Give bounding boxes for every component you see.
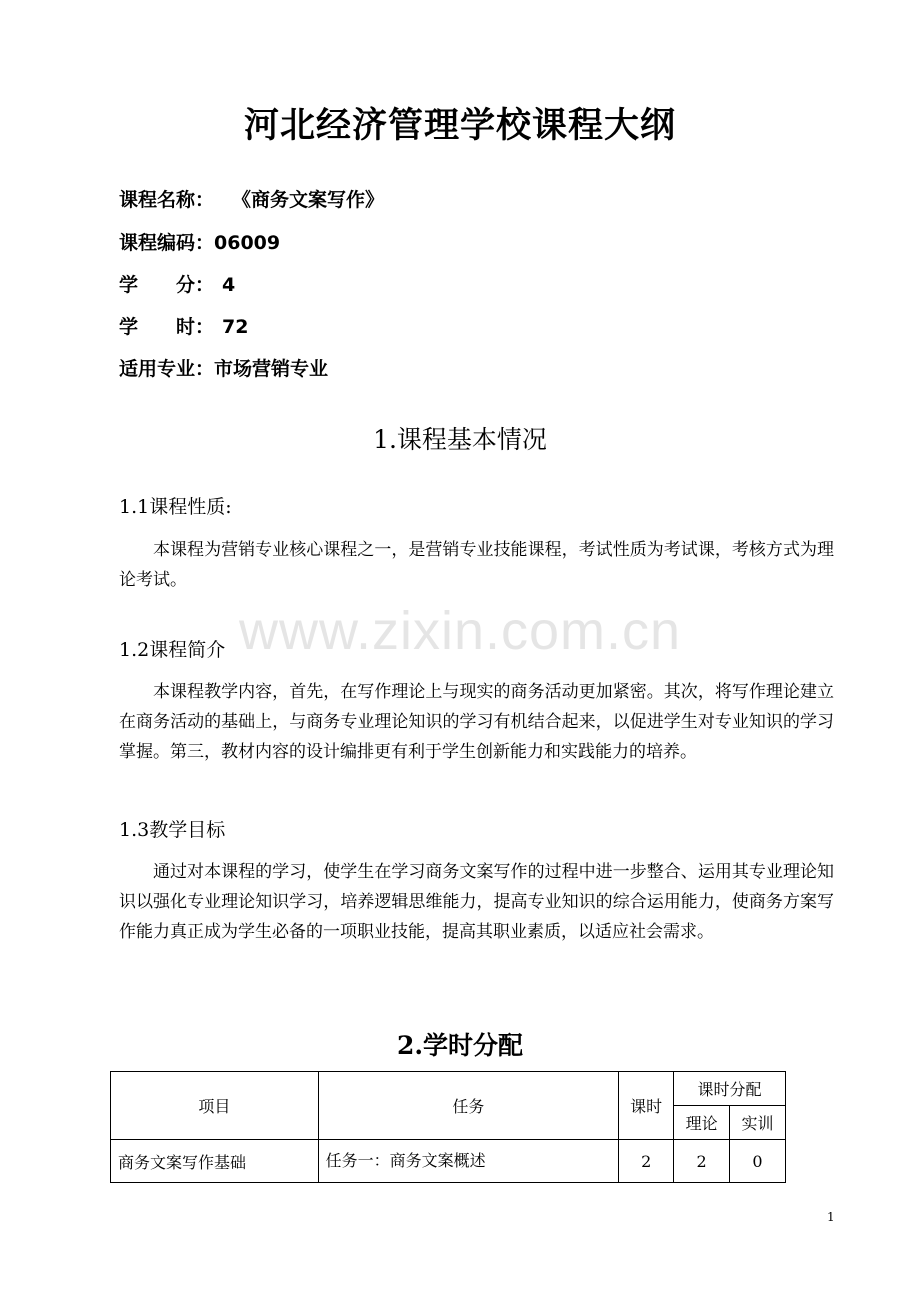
meta-label: 课程名称： <box>119 189 215 211</box>
meta-label: 课程编码： <box>119 232 215 254</box>
header-hours: 课时 <box>619 1072 674 1140</box>
paragraph: 本课程为营销专业核心课程之一，是营销专业技能课程，考试性质为考试课，考核方式为理论考试。 <box>119 540 834 590</box>
meta-value: 《商务文案写作》 <box>232 189 385 211</box>
paragraph: 本课程教学内容，首先，在写作理论上与现实的商务活动更加紧密。其次，将写作理论建立在商务活动的基础上，与商务专业理论知识的学习有机结合起来，以促进学生对专业知识的学习掌握。第三，教材内容的设计编排更有利于学生创新能力和实践能力的培养。 <box>119 682 834 762</box>
meta-course-name <box>119 185 384 212</box>
hours-allocation-table <box>110 1071 786 1183</box>
cell-practice: 0 <box>730 1140 786 1183</box>
header-allocation: 课时分配 <box>674 1072 786 1106</box>
meta-value: 4 <box>222 274 236 296</box>
cell-project: 商务文案写作基础 <box>111 1140 319 1183</box>
subsection-heading: 1.1课程性质: <box>119 496 232 518</box>
meta-credits <box>119 270 235 297</box>
meta-hours <box>119 312 248 339</box>
cell-theory: 2 <box>674 1140 730 1183</box>
section-heading: 2.学时分配 <box>396 1031 524 1060</box>
watermark: www.zixin.com.cn <box>238 601 682 661</box>
meta-value: 06009 <box>214 232 281 254</box>
header-project: 项目 <box>111 1072 319 1140</box>
paragraph: 通过对本课程的学习，使学生在学习商务文案写作的过程中进一步整合、运用其专业理论知识以强化专业理论知识学习，培养逻辑思维能力，提高专业知识的综合运用能力，使商务方案写作能力真正成为学生必备的一项职业技能，提高其职业素质，以适应社会需求。 <box>119 862 834 942</box>
meta-value: 市场营销专业 <box>214 358 329 380</box>
meta-major <box>119 354 328 381</box>
header-theory: 理论 <box>674 1106 730 1140</box>
document-title: 河北经济管理学校课程大纲 <box>243 106 676 146</box>
meta-value: 72 <box>222 316 249 338</box>
cell-task: 任务一：商务文案概述 <box>318 1140 619 1183</box>
header-practice: 实训 <box>730 1106 786 1140</box>
section-heading: 1.课程基本情况 <box>373 425 547 454</box>
subsection-heading: 1.2课程简介 <box>119 639 226 661</box>
meta-label: 适用专业： <box>119 358 215 380</box>
table-row <box>111 1140 786 1183</box>
cell-hours: 2 <box>619 1140 674 1183</box>
meta-label: 学 分： <box>119 274 215 296</box>
meta-label: 学 时： <box>119 316 215 338</box>
header-task: 任务 <box>318 1072 619 1140</box>
page-number: 1 <box>827 1210 835 1224</box>
subsection-heading: 1.3教学目标 <box>119 819 226 841</box>
meta-course-code <box>119 228 280 255</box>
